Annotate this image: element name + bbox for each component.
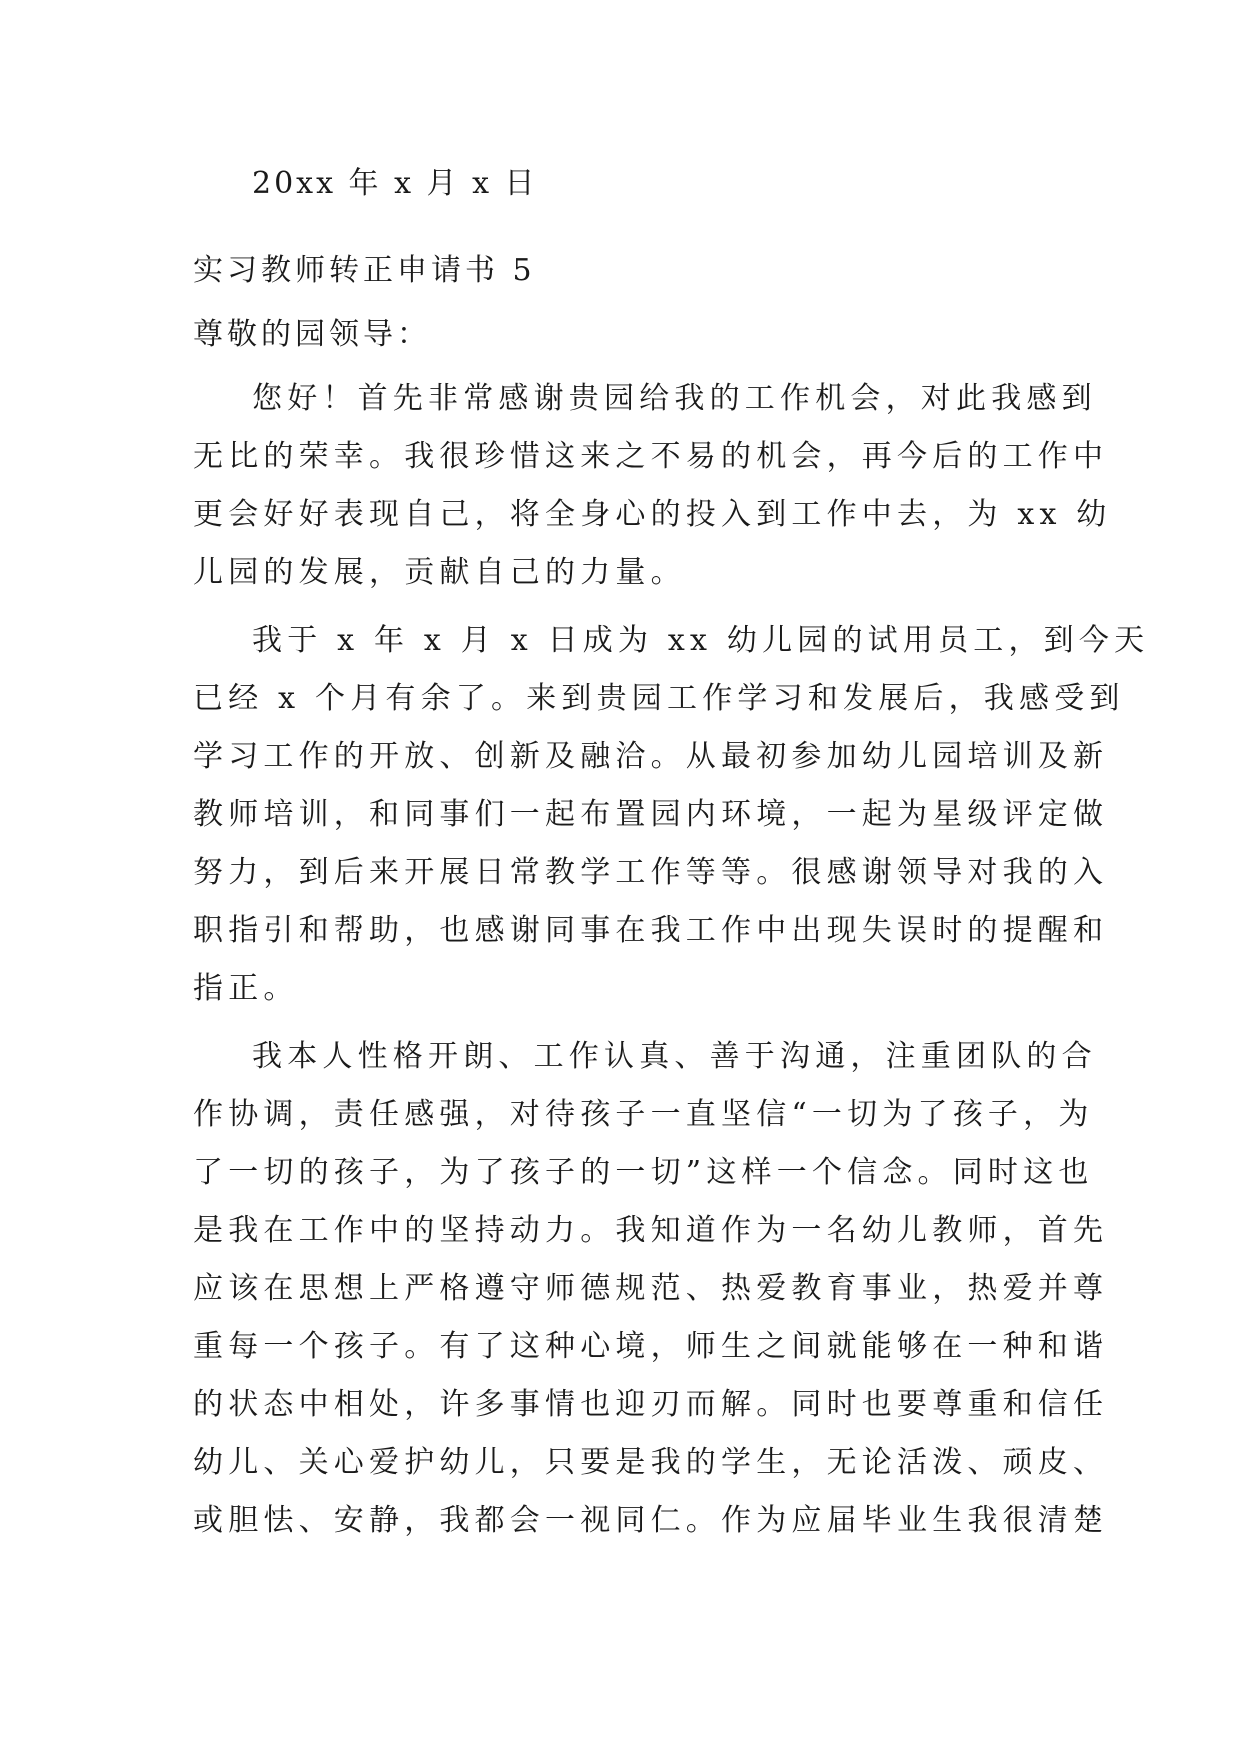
paragraph-line: 指正。: [193, 971, 299, 1006]
paragraph-line: 您好！首先非常感谢贵园给我的工作机会，对此我感到: [252, 381, 1097, 416]
paragraph-line: 教师培训，和同事们一起布置园内环境，一起为星级评定做: [193, 797, 1109, 832]
paragraph-line: 幼儿、关心爱护幼儿，只要是我的学生，无论活泼、顽皮、: [193, 1445, 1109, 1480]
paragraph-line: 重每一个孩子。有了这种心境，师生之间就能够在一种和谐: [193, 1329, 1109, 1364]
paragraph-line: 了一切的孩子，为了孩子的一切”这样一个信念。同时这也: [193, 1155, 1094, 1190]
paragraph-line: 职指引和帮助，也感谢同事在我工作中出现失误时的提醒和: [193, 913, 1109, 948]
paragraph-line: 已经 x 个月有余了。来到贵园工作学习和发展后，我感受到: [193, 681, 1125, 716]
paragraph-line: 无比的荣幸。我很珍惜这来之不易的机会，再今后的工作中: [193, 439, 1109, 474]
paragraph-line: 或胆怯、安静，我都会一视同仁。作为应届毕业生我很清楚: [193, 1503, 1109, 1538]
paragraph-line: 我于 x 年 x 月 x 日成为 xx 幼儿园的试用员工，到今天: [252, 623, 1150, 658]
paragraph-line: 我本人性格开朗、工作认真、善于沟通，注重团队的合: [252, 1039, 1097, 1074]
paragraph-line: 学习工作的开放、创新及融洽。从最初参加幼儿园培训及新: [193, 739, 1109, 774]
paragraph-line: 是我在工作中的坚持动力。我知道作为一名幼儿教师，首先: [193, 1213, 1109, 1248]
paragraph-line: 更会好好表现自己，将全身心的投入到工作中去，为 xx 幼: [193, 497, 1112, 532]
paragraph-line: 应该在思想上严格遵守师德规范、热爱教育事业，热爱并尊: [193, 1271, 1109, 1306]
paragraph-line: 作协调，责任感强，对待孩子一直坚信“一切为了孩子，为: [193, 1097, 1094, 1132]
paragraph-line: 的状态中相处，许多事情也迎刃而解。同时也要尊重和信任: [193, 1387, 1109, 1422]
document-title: 实习教师转正申请书 5: [193, 253, 536, 288]
salutation: 尊敬的园领导：: [193, 317, 431, 352]
paragraph-line: 儿园的发展，贡献自己的力量。: [193, 555, 686, 590]
document-date: 20xx 年 x 月 x 日: [252, 166, 538, 201]
paragraph-line: 努力，到后来开展日常教学工作等等。很感谢领导对我的入: [193, 855, 1109, 890]
